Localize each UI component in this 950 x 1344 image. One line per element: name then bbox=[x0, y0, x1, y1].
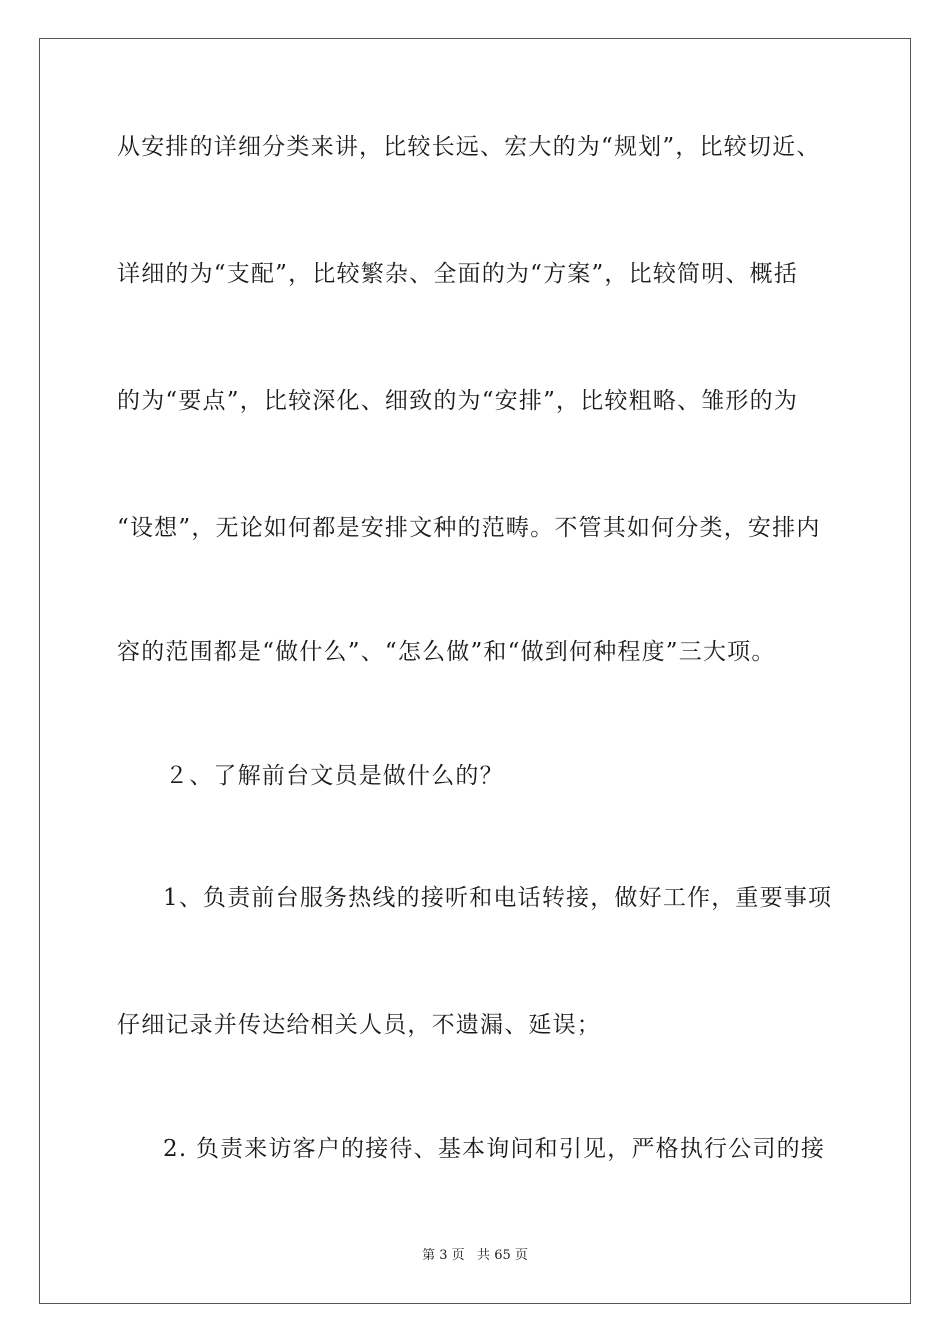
body-text-line: 的为“要点”，比较深化、细致的为“安排”，比较粗略、雏形的为 bbox=[117, 388, 799, 414]
body-text-line: “设想”，无论如何都是安排文种的范畴。不管其如何分类，安排内 bbox=[117, 515, 821, 541]
section-heading: ２、了解前台文员是做什么的？ bbox=[165, 763, 504, 789]
page-number-footer: 第 3 页 共 65 页 bbox=[422, 1248, 528, 1263]
page-frame bbox=[39, 38, 911, 1304]
list-item-text: 仔细记录并传达给相关人员，不遗漏、延误； bbox=[117, 1012, 601, 1038]
body-text-line: 详细的为“支配”，比较繁杂、全面的为“方案”，比较简明、概括 bbox=[117, 261, 799, 287]
body-text-line: 容的范围都是“做什么”、“怎么做”和“做到何种程度”三大项。 bbox=[117, 639, 776, 665]
list-item-text: 2. 负责来访客户的接待、基本询问和引见，严格执行公司的接 bbox=[163, 1136, 826, 1162]
list-item-text: 1、负责前台服务热线的接听和电话转接，做好工作，重要事项 bbox=[163, 885, 833, 911]
body-text-line: 从安排的详细分类来讲，比较长远、宏大的为“规划”，比较切近、 bbox=[117, 134, 821, 160]
